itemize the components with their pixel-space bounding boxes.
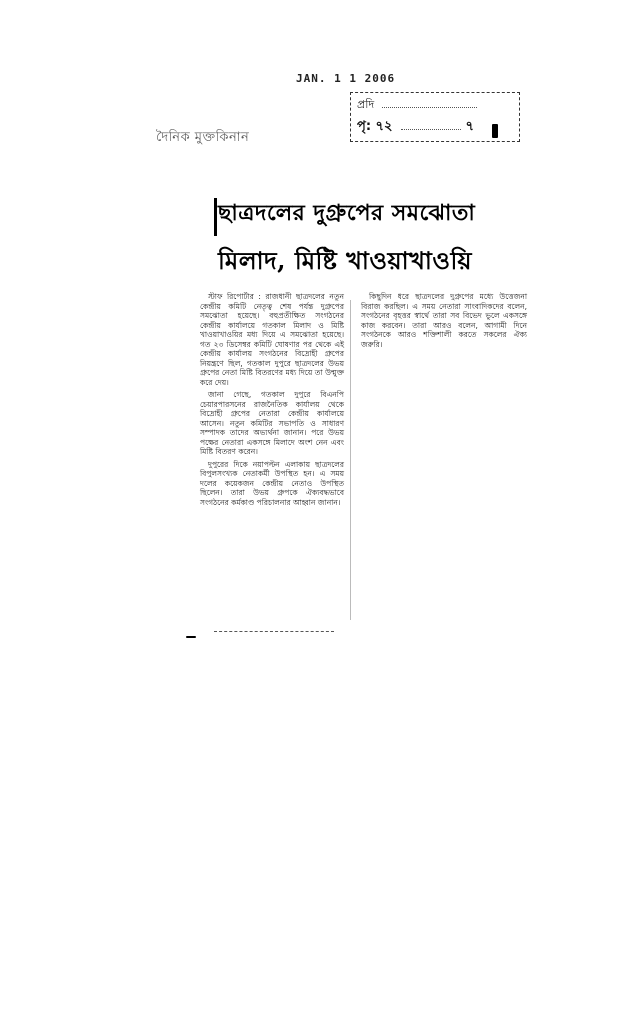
article-paragraph: কিছুদিন ধরে ছাত্রদলের দুগ্রুপের মধ্যে উত্তেজনা বিরাজ করছিল। এ সময় নেতারা সাংবাদিকদের বলেন, সংগঠনের বৃহত্তর স্বার্থে তারা সব বিভেদ ভুলে একসঙ্গে কাজ করবেন। তারা আরও বলেন, আগামী দিনে সংগঠনকে আরও শক্তিশালী করতে সকলের ঐক্য জরুরি। (361, 292, 527, 349)
article-column-1 (200, 292, 344, 510)
reference-row-2 (357, 117, 513, 135)
article-column-2 (361, 292, 527, 352)
article-paragraph: স্টাফ রিপোর্টার : রাজধানী ছাত্রদলের নতুন কেন্দ্রীয় কমিটি নেতৃত্ব শেষ পর্যন্ত দুগ্রুপের সমঝোতা হয়েছে। বহুপ্রতীক্ষিত সংগঠনের কেন্দ্রীয় কার্যালয়ে গতকাল মিলাদ ও মিষ্টি খাওয়াখাওয়ির মধ্য দিয়ে এ সমঝোতা হয়েছে। গত ২৩ ডিসেম্বর কমিটি ঘোষণার পর থেকে এই কেন্দ্রীয় কার্যালয় সংগঠনের বিদ্রোহী গ্রুপের নিয়ন্ত্রণে ছিল, গতকাল দুপুরে ছাত্রদলের উভয় গ্রুপের নেতা মিষ্টি বিতরণের মধ্য দিয়ে তা উন্মুক্ত করে দেয়। (200, 292, 344, 387)
dotted-line (382, 98, 477, 108)
article-end-rule (214, 630, 334, 632)
headline (218, 196, 533, 283)
reference-row-2-label: পৃ: ৭২ (357, 119, 393, 134)
ink-mark (492, 124, 498, 138)
reference-row-1 (357, 96, 513, 114)
headline-line-2: মিলাদ, মিষ্টি খাওয়াখাওয়ি (218, 246, 473, 275)
ink-mark (186, 636, 196, 638)
dotted-line (401, 120, 461, 130)
article-paragraph: জানা গেছে, গতকাল দুপুরে বিএনপি চেয়ারপারসনের রাজনৈতিক কার্যালয় থেকে বিদ্রোহী গ্রুপের নেতারা কেন্দ্রীয় কার্যালয়ে আসেন। নতুন কমিটির সভাপতি ও সাধারণ সম্পাদক তাদের অভ্যর্থনা জানান। পরে উভয় পক্ষের নেতারা একসঙ্গে মিলাদে অংশ নেন এবং মিষ্টি বিতরণ করেন। (200, 390, 344, 456)
date-stamp: JAN. 1 1 2006 (296, 72, 396, 85)
headline-bracket-mark (214, 198, 217, 236)
reference-row-1-label: প্রদি (357, 98, 375, 111)
reference-row-2-value: ৭ (465, 119, 474, 134)
article-paragraph: দুপুরের দিকে নয়াপল্টন এলাকায় ছাত্রদলের বিপুলসংখ্যক নেতাকর্মী উপস্থিত হন। এ সময় দলের কয়েকজন কেন্দ্রীয় নেতাও উপস্থিত ছিলেন। তারা উভয় গ্রুপকে ঐক্যবদ্ধভাবে সংগঠনের কর্মকাণ্ড পরিচালনার আহ্বান জানান। (200, 459, 344, 507)
newspaper-name: দৈনিক মুক্তকিনান (156, 130, 250, 145)
headline-line-1: ছাত্রদলের দুগ্রুপের সমঝোতা (218, 200, 476, 226)
column-divider (350, 300, 351, 620)
